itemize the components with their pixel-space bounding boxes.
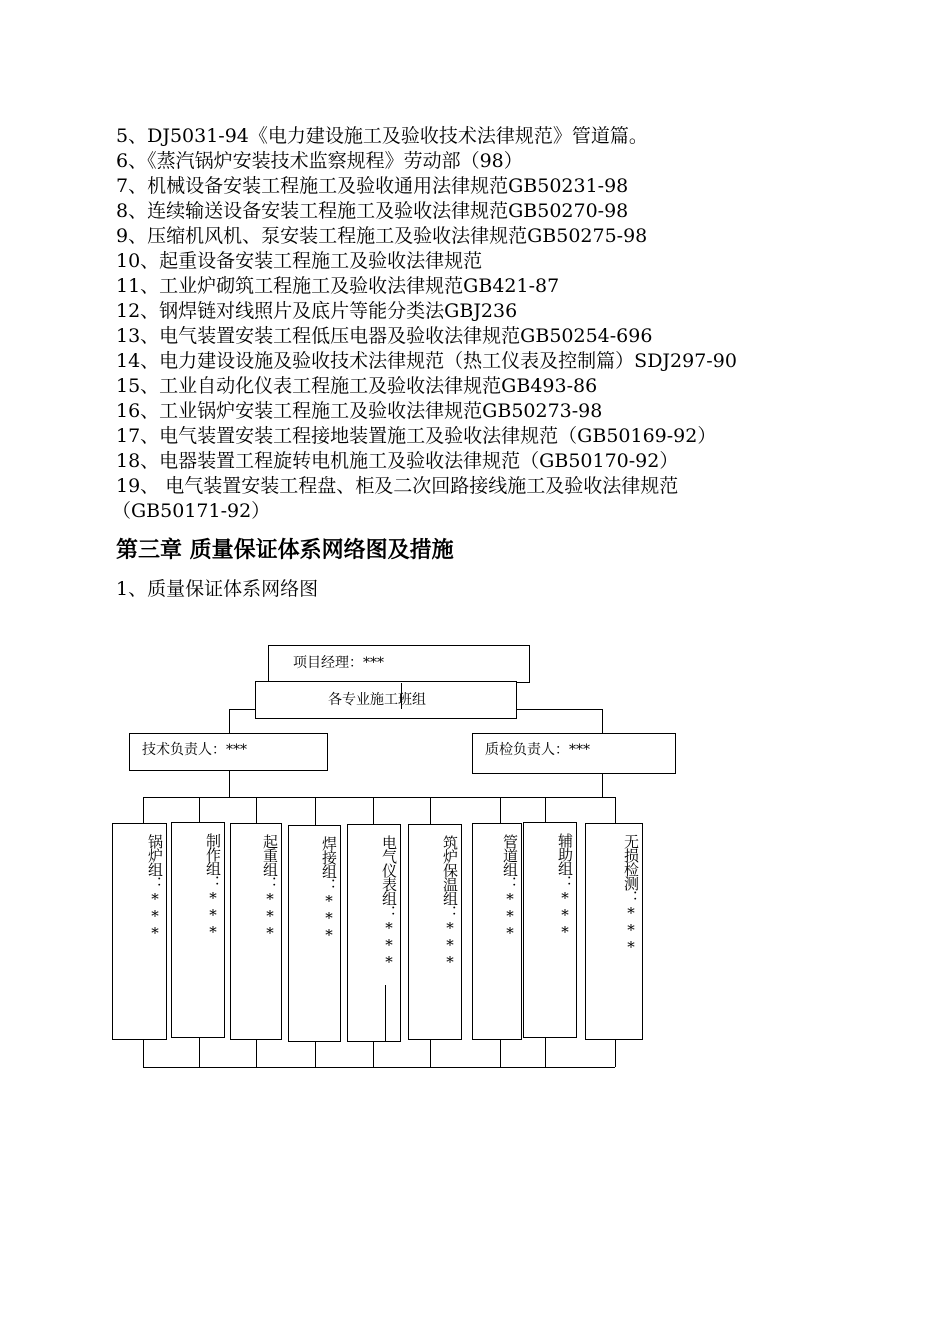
section-title: 1、质量保证体系网络图 [116, 578, 319, 600]
group-label: 焊接组：*** [320, 836, 338, 943]
list-item: 8、连续输送设备安装工程施工及验收法律规范GB50270-98 [116, 200, 629, 222]
list-item: 6、《蒸汽锅炉安装技术监察规程》劳动部（98） [116, 150, 523, 172]
teams-box [255, 681, 517, 719]
chapter-title: 第三章 质量保证体系网络图及措施 [116, 538, 454, 563]
connector-line [143, 1040, 144, 1067]
connector-line [199, 1038, 200, 1067]
qc-lead-label: 质检负责人：*** [485, 742, 590, 758]
list-item: 12、钢焊链对线照片及底片等能分类法GBJ236 [116, 300, 518, 322]
list-item: 13、电气装置安装工程低压电器及验收法律规范GB50254-696 [116, 325, 653, 347]
connector-line [430, 1040, 431, 1067]
list-item: 11、工业炉砌筑工程施工及验收法律规范GB421-87 [116, 275, 560, 297]
list-item: 7、机械设备安装工程施工及验收通用法律规范GB50231-98 [116, 175, 629, 197]
group-label: 制作组：*** [204, 833, 222, 940]
connector-line [385, 985, 386, 1042]
connector-line [373, 797, 374, 825]
connector-line [315, 1042, 316, 1067]
list-item: 9、压缩机风机、泵安装工程施工及验收法律规范GB50275-98 [116, 225, 648, 247]
connector-line [256, 1040, 257, 1067]
group-label: 无损检测：*** [622, 834, 640, 955]
group-label: 筑炉保温组：*** [441, 835, 459, 970]
connector-line [602, 709, 603, 734]
connector-line [500, 797, 501, 824]
connector-line [430, 797, 431, 825]
list-item: 10、起重设备安装工程施工及验收法律规范 [116, 250, 483, 272]
connector-line [500, 1040, 501, 1067]
list-item: 15、工业自动化仪表工程施工及验收法律规范GB493-86 [116, 375, 598, 397]
list-item: 17、电气装置安装工程接地装置施工及验收法律规范（GB50169-92） [116, 425, 717, 447]
group-label: 锅炉组：*** [146, 834, 164, 941]
group-box [472, 823, 522, 1040]
connector-line [401, 683, 402, 709]
group-box [523, 822, 577, 1038]
tech-lead-label: 技术负责人：*** [142, 742, 247, 758]
group-box [288, 825, 341, 1042]
group-label: 辅助组：*** [556, 833, 574, 940]
group-label: 起重组：*** [261, 834, 279, 941]
tech-lead-box [129, 733, 328, 771]
list-item: 18、电器装置工程旋转电机施工及验收法律规范（GB50170-92） [116, 450, 679, 472]
connector-line [545, 1038, 546, 1067]
connector-line [373, 1042, 374, 1067]
manager-label: 项目经理：*** [293, 655, 384, 671]
connector-line [315, 797, 316, 825]
connector-line [199, 797, 200, 823]
list-item: 16、工业锅炉安装工程施工及验收法律规范GB50273-98 [116, 400, 603, 422]
connector-line [143, 1067, 615, 1068]
list-item: 19、 电气装置安装工程盘、柜及二次回路接线施工及验收法律规范 [116, 475, 679, 497]
list-item: （GB50171-92） [112, 500, 271, 522]
group-label: 管道组：*** [501, 834, 519, 941]
manager-box [268, 645, 530, 683]
connector-line [256, 797, 257, 824]
connector-line [229, 770, 230, 797]
teams-label: 各专业施工班组 [328, 692, 426, 708]
connector-line [602, 773, 603, 797]
list-item: 5、DJ5031-94《电力建设施工及验收技术法律规范》管道篇。 [116, 125, 648, 147]
connector-line [545, 797, 546, 823]
list-item: 14、电力建设设施及验收技术法律规范（热工仪表及控制篇）SDJ297-90 [116, 350, 737, 372]
group-box [347, 824, 401, 1042]
group-box [585, 823, 643, 1040]
group-box [112, 823, 167, 1040]
group-box [408, 824, 462, 1040]
connector-line [143, 797, 144, 824]
connector-line [615, 1040, 616, 1067]
connector-line [229, 709, 230, 734]
connector-line [615, 797, 616, 824]
group-label: 电气仪表组：*** [380, 835, 398, 970]
group-box [171, 822, 225, 1038]
qc-lead-box [472, 733, 676, 774]
group-box [230, 823, 282, 1040]
